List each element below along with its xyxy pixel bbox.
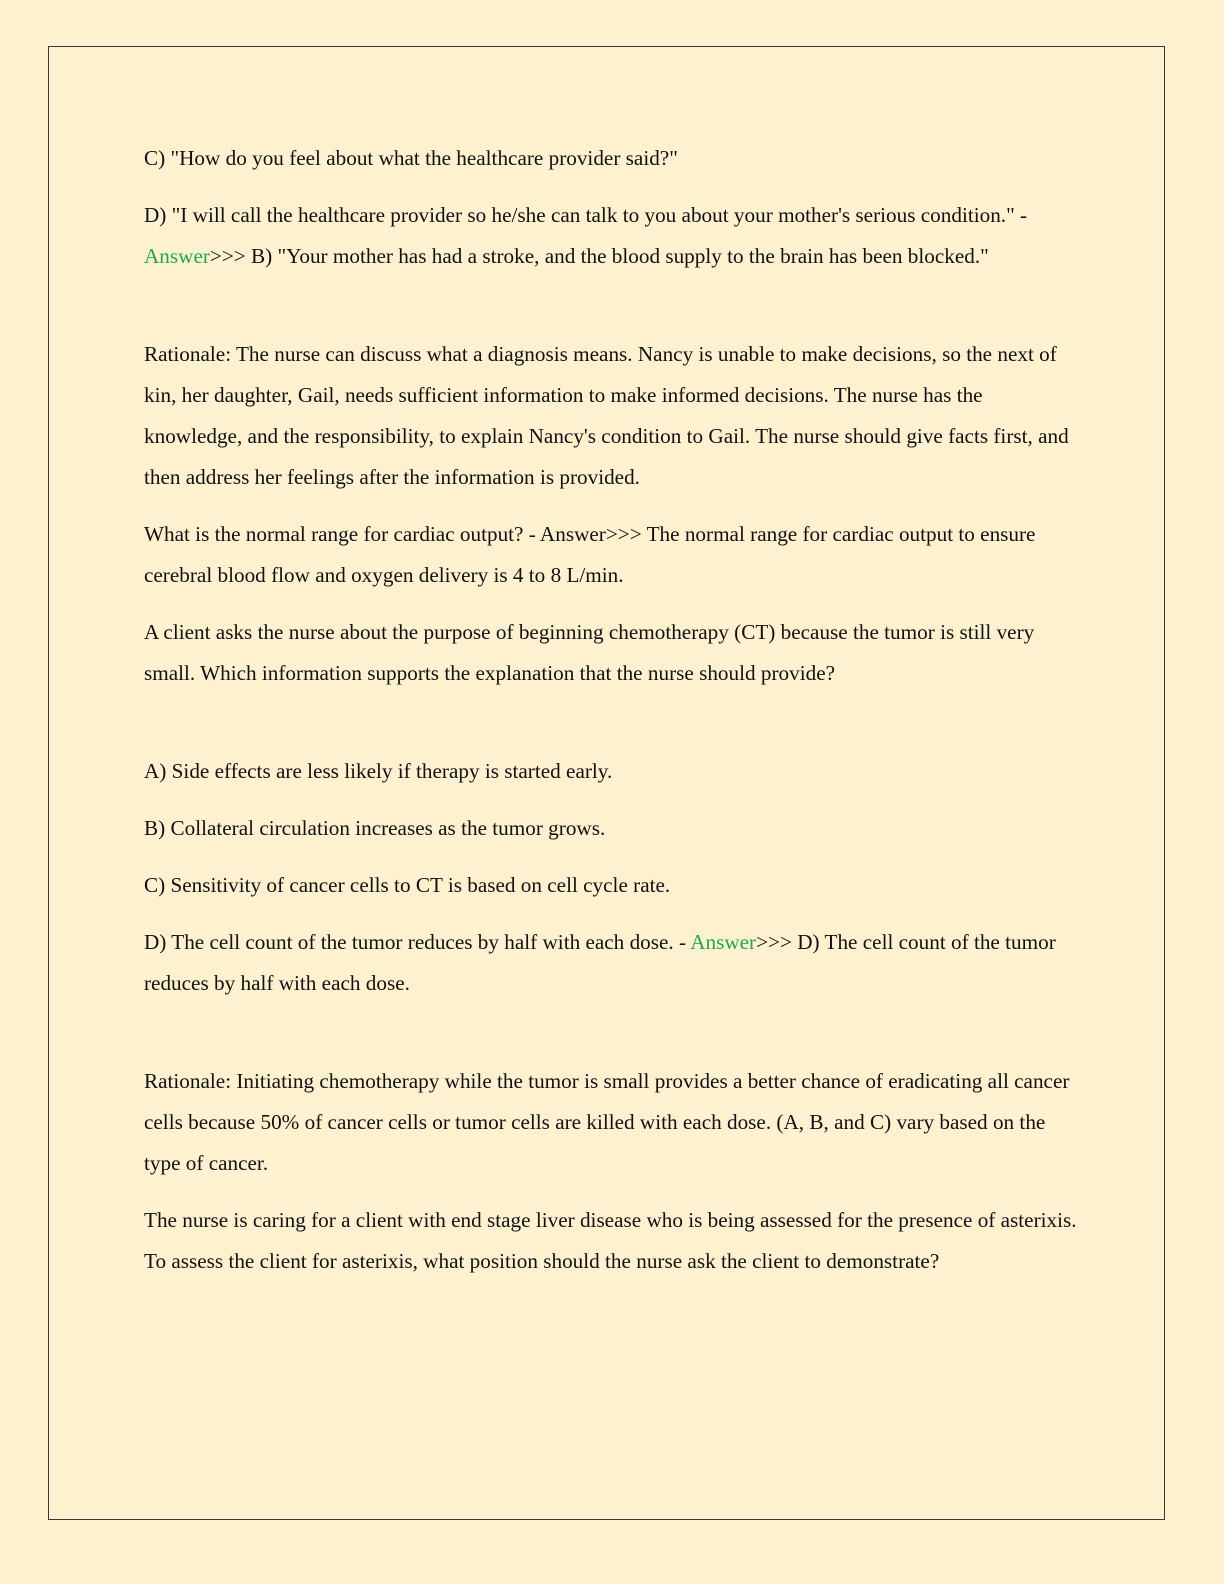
q4-question: The nurse is caring for a client with end stage liver disease who is being assessed for the presence of asterixis. To assess the client for asterixis, what position should the nurse ask the client to demonstrate? — [144, 1208, 1077, 1273]
q3-option-d: D) The cell count of the tumor reduces by half with each dose. - — [144, 930, 691, 954]
q1-option-d: D) "I will call the healthcare provider so he/she can talk to you about your mother's serious condition." - — [144, 203, 1028, 227]
q1-rationale: Rationale: The nurse can discuss what a diagnosis means. Nancy is unable to make decisions, so the next of kin, her daughter, Gail, needs sufficient information to make informed decisions. The nurse has the knowledge, and the responsibility, to explain Nancy's condition to Gail. The nurse should give facts first, and then address her feelings after the information is provided. — [144, 342, 1069, 489]
q3-answer-text: >>> D) The cell count of the tumor reduces by half with each dose. — [144, 930, 1056, 995]
q3-answer-label: Answer — [690, 930, 757, 954]
document-body — [144, 138, 1079, 1298]
q3-option-a: A) Side effects are less likely if therapy is started early. — [144, 759, 613, 783]
q3-option-b: B) Collateral circulation increases as the tumor grows. — [144, 816, 606, 840]
q1-option-d-with-answer — [144, 195, 1079, 277]
q1-answer-text: >>> B) "Your mother has had a stroke, and the blood supply to the brain has been blocked." — [209, 244, 989, 268]
q3-question: A client asks the nurse about the purpose of beginning chemotherapy (CT) because the tumor is still very small. Which information supports the explanation that the nurse should provide? — [144, 620, 1035, 685]
q3-option-d-with-answer — [144, 922, 1079, 1004]
q3-option-c: C) Sensitivity of cancer cells to CT is based on cell cycle rate. — [144, 873, 671, 897]
q1-answer-label: Answer — [144, 244, 210, 268]
q2-cardiac-output: What is the normal range for cardiac output? - Answer>>> The normal range for cardiac output to ensure cerebral blood flow and oxygen delivery is 4 to 8 L/min. — [144, 522, 1036, 587]
q3-rationale: Rationale: Initiating chemotherapy while the tumor is small provides a better chance of eradicating all cancer cells because 50% of cancer cells or tumor cells are killed with each dose. (A, B, and C) vary based on the type of cancer. — [144, 1069, 1070, 1175]
q1-option-c: C) "How do you feel about what the healthcare provider said?" — [144, 146, 678, 170]
